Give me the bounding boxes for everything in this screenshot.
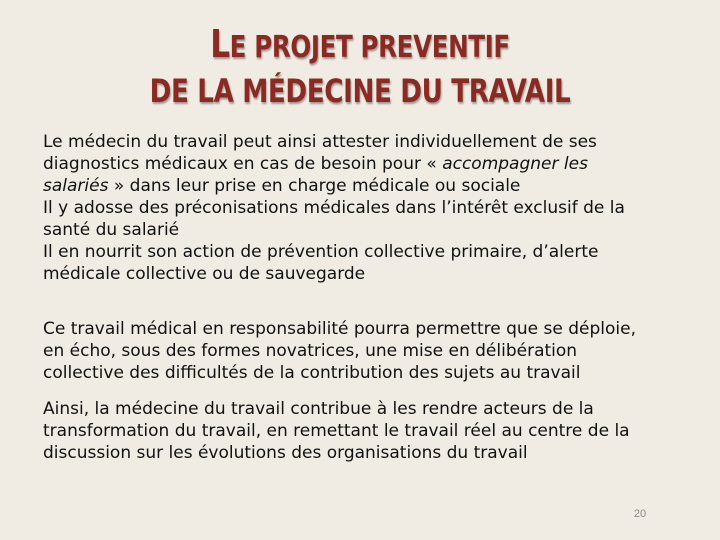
p1-line-6: Il en nourrit son action de prévention collective primaire, d’alerte (43, 242, 599, 262)
p1-line-2 (43, 153, 688, 175)
title-initial: L (210, 22, 230, 66)
p1-line-3-text: » dans leur prise en charge médicale ou sociale (108, 176, 521, 196)
p3-line-2: transformation du travail, en remettant le travail réel au centre de la (43, 421, 630, 441)
p1-line-3 (43, 175, 688, 197)
p1-line-3-italic: salariés (43, 176, 109, 196)
paragraph-3 (43, 398, 688, 464)
p2-line-1: Ce travail médical en responsabilité pourra permettre que se déploie, (43, 319, 636, 339)
p1-line-2-italic: accompagner les (442, 154, 588, 174)
p1-line-2-text: diagnostics médicaux en cas de besoin pour « (43, 154, 443, 174)
p1-line-5: santé du salarié (43, 220, 180, 240)
paragraph-2 (43, 318, 688, 384)
p2-line-3: collective des difficultés de la contribution des sujets au travail (43, 363, 581, 383)
p3-line-3: discussion sur les évolutions des organisations du travail (43, 443, 528, 463)
slide-title-line-1 (65, 22, 655, 66)
p3-line-1: Ainsi, la médecine du travail contribue à les rendre acteurs de la (43, 399, 594, 419)
p1-line-1: Le médecin du travail peut ainsi attester individuellement de ses (43, 132, 597, 152)
p1-line-4: Il y adosse des préconisations médicales dans l’intérêt exclusif de la (43, 198, 625, 218)
p2-line-2: en écho, sous des formes novatrices, une mise en délibération (43, 341, 578, 361)
slide-title-line-2: DE LA MÉDECINE DU TRAVAIL (149, 72, 571, 110)
title-line-1-text: E PROJET PREVENTIF (229, 30, 510, 65)
paragraph-1 (43, 131, 688, 285)
page-number: 20 (633, 508, 647, 520)
p1-line-7: médicale collective ou de sauvegarde (43, 264, 366, 284)
